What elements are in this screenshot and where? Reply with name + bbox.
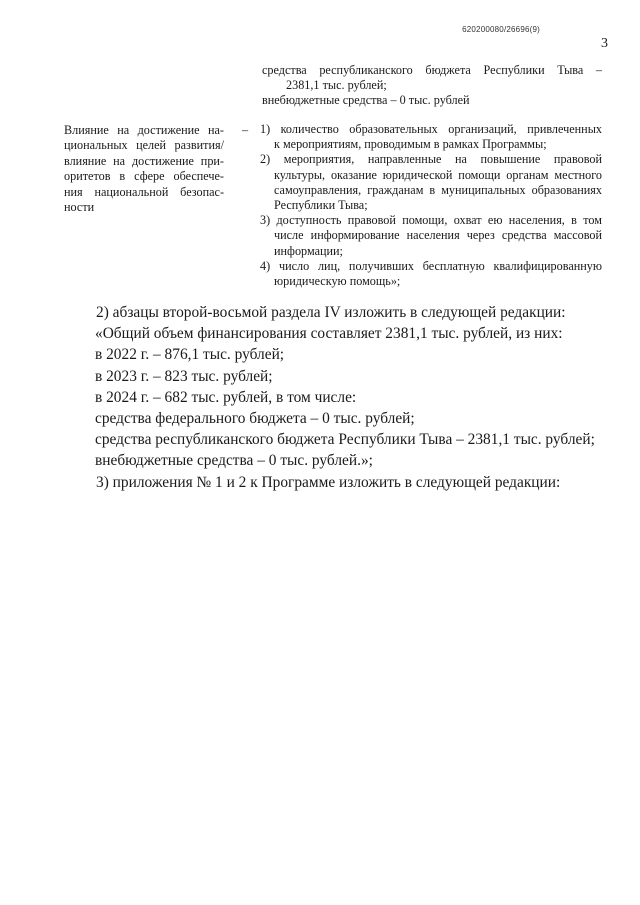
impact-item-4 — [260, 259, 602, 289]
impact-item-line: самоуправления, гражданам в муниципальных образованиях — [274, 182, 602, 197]
impact-item-3 — [260, 213, 602, 259]
funding-line-3: внебюджетные средства – 0 тыс. рублей — [262, 93, 470, 107]
funding-continuation — [262, 63, 602, 108]
amendment-paragraph-3: 3) приложения № 1 и 2 к Программе изложить в следующей редакции: — [96, 473, 561, 491]
page-number: 3 — [601, 36, 608, 51]
impact-item-1 — [260, 122, 602, 152]
funding-line-2: 2381,1 тыс. рублей; — [286, 78, 387, 92]
funding-republican: средства республиканского бюджета Республики Тыва – 2381,1 тыс. рублей; — [95, 431, 595, 449]
funding-federal: средства федерального бюджета – 0 тыс. рублей; — [95, 410, 415, 428]
impact-item-line: культуры, оказание юридической помощи органам местного — [274, 167, 602, 182]
impact-item-line: 3) доступность правовой помощи, охват ею населения, в том — [260, 213, 602, 228]
impact-item-line: информации; — [274, 243, 343, 258]
funding-2022: в 2022 г. – 876,1 тыс. рублей; — [95, 346, 285, 364]
impact-label — [64, 123, 224, 215]
impact-items — [260, 122, 602, 289]
amendment-paragraph-2: 2) абзацы второй-восьмой раздела IV изложить в следующей редакции: — [96, 304, 566, 321]
funding-2023: в 2023 г. – 823 тыс. рублей; — [95, 367, 273, 385]
impact-label-line: циональных целей развития/ — [64, 138, 224, 153]
impact-label-line: ности — [64, 200, 95, 215]
separator-dash: – — [242, 123, 249, 137]
impact-item-line: 1) количество образовательных организаций, привлеченных — [260, 122, 602, 136]
funding-2024: в 2024 г. – 682 тыс. рублей, в том числе: — [95, 388, 357, 406]
document-id: 620200080/26696(9) — [462, 25, 540, 34]
impact-item-line: числе информирование населения через средства массовой — [274, 228, 602, 243]
impact-item-2 — [260, 152, 602, 213]
impact-label-line: ния национальной безопас- — [64, 184, 224, 199]
impact-label-line: Влияние на достижение на- — [64, 123, 224, 137]
impact-item-line: 4) число лиц, получивших бесплатную квалифицированную — [260, 258, 602, 273]
impact-item-line: Республики Тыва; — [274, 198, 368, 213]
impact-label-line: оритетов в сфере обеспече- — [64, 169, 224, 184]
funding-total: «Общий объем финансирования составляет 2381,1 тыс. рублей, из них: — [95, 325, 563, 343]
funding-line-1: средства республиканского бюджета Республики Тыва – — [262, 63, 602, 77]
impact-item-line: юридическую помощь»; — [274, 274, 401, 289]
amendment-text — [96, 302, 601, 493]
impact-label-line: влияние на достижение при- — [64, 153, 224, 168]
funding-extrabudgetary: внебюджетные средства – 0 тыс. рублей.»; — [95, 452, 373, 470]
impact-item-line: 2) мероприятия, направленные на повышение правовой — [260, 152, 602, 167]
impact-item-line: к мероприятиям, проводимым в рамках Программы; — [274, 137, 547, 152]
